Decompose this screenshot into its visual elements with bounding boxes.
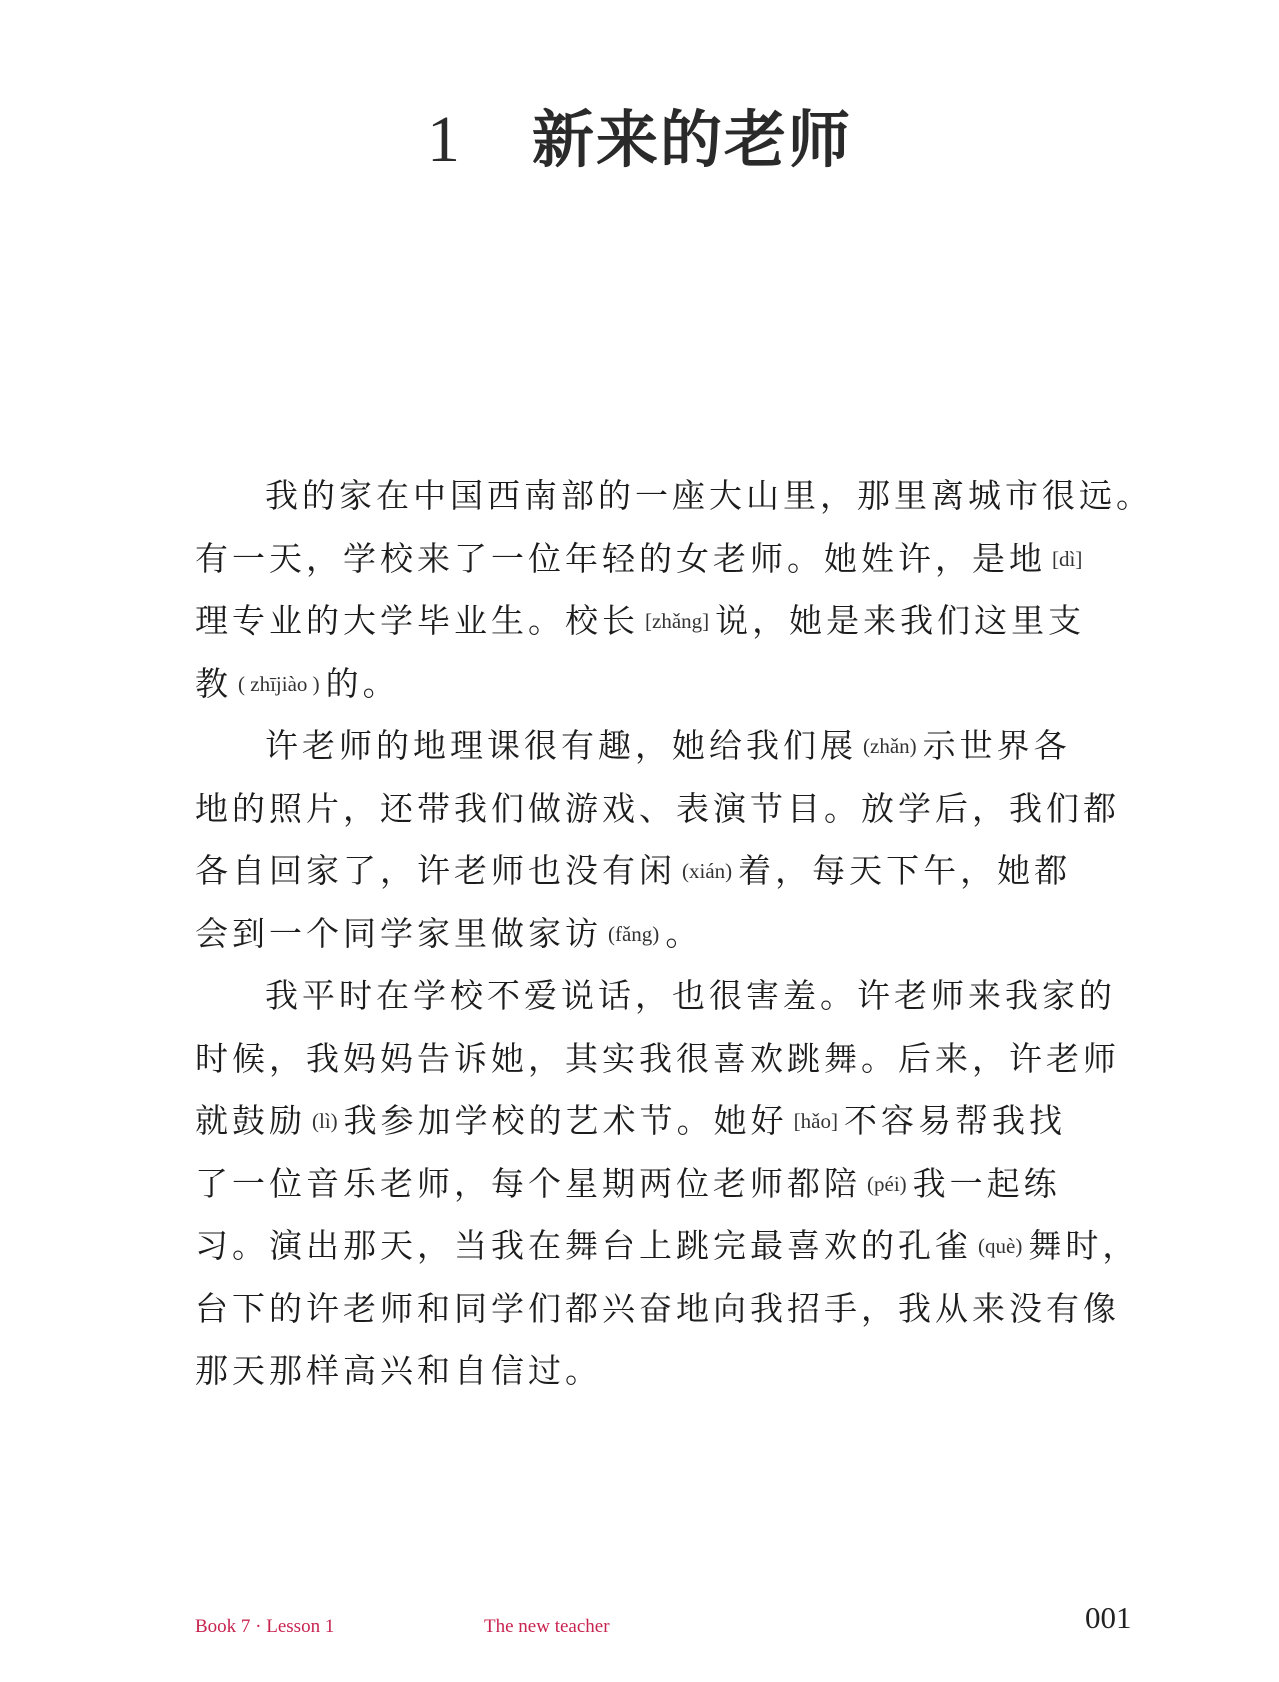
pinyin-annotation: (lì) — [312, 1109, 338, 1133]
text-segment: 台下的许老师和同学们都兴奋地向我招手，我从来没有像 — [195, 1288, 1120, 1328]
lesson-title — [0, 90, 1279, 179]
paragraph — [195, 715, 1145, 965]
footer-lesson-title: The new teacher — [484, 1616, 610, 1637]
text-segment: 我平时在学校不爱说话，也很害羞。许老师来我家的 — [265, 976, 1116, 1015]
paragraph — [195, 465, 1153, 715]
lesson-title-text: 新来的老师 — [531, 103, 852, 176]
text-segment: 舞时， — [1028, 1226, 1140, 1265]
text-line — [195, 465, 1153, 528]
pinyin-annotation: (péi) — [867, 1171, 907, 1196]
text-segment: 许老师的地理课很有趣，她给我们展 — [265, 726, 857, 765]
text-segment: 不容易帮我找 — [843, 1101, 1066, 1140]
text-segment: 我的家在中国西南部的一座大山里，那里离城市很远。 — [265, 476, 1153, 515]
text-line — [195, 840, 1145, 903]
text-line — [195, 778, 1145, 841]
pinyin-annotation: [hǎo] — [793, 1109, 838, 1133]
text-segment: 示世界各 — [922, 726, 1071, 765]
pinyin-annotation: (zhǎn) — [863, 734, 917, 758]
text-segment: 有一天，学校来了一位年轻的女老师。她姓许，是地 — [195, 538, 1046, 578]
text-segment: 习。演出那天，当我在舞台上跳完最喜欢的孔雀 — [195, 1226, 972, 1265]
lesson-number: 1 — [426, 103, 462, 176]
text-line — [195, 1215, 1145, 1278]
pinyin-annotation: ( zhījiào ) — [238, 671, 320, 696]
text-segment: 的。 — [325, 663, 400, 703]
paragraph — [195, 965, 1145, 1403]
pinyin-annotation: [dì] — [1052, 546, 1083, 571]
text-line — [195, 528, 1145, 591]
text-segment: 时候，我妈妈告诉她，其实我很喜欢跳舞。后来，许老师 — [195, 1038, 1120, 1078]
pinyin-annotation: (xián) — [682, 859, 733, 883]
text-line — [195, 590, 1145, 653]
pinyin-annotation: (fǎng) — [608, 921, 660, 946]
lesson-body — [195, 465, 1153, 1403]
text-segment: 了一位音乐老师，每个星期两位老师都陪 — [195, 1163, 861, 1203]
text-segment: 。 — [665, 913, 703, 953]
text-segment: 我一起练 — [912, 1163, 1061, 1203]
text-line — [195, 1028, 1145, 1091]
text-segment: 那天那样高兴和自信过。 — [195, 1351, 602, 1390]
text-segment: 我参加学校的艺术节。她好 — [343, 1101, 788, 1140]
text-segment: 教 — [195, 663, 232, 703]
text-segment: 理专业的大学毕业生。校长 — [195, 601, 639, 640]
text-segment: 地的照片，还带我们做游戏、表演节目。放学后，我们都 — [195, 788, 1120, 828]
text-line — [195, 1278, 1145, 1341]
pinyin-annotation: [zhǎng] — [645, 609, 710, 633]
text-segment: 说，她是来我们这里支 — [715, 601, 1086, 640]
text-segment: 各自回家了，许老师也没有闲 — [195, 851, 676, 890]
text-line — [195, 1340, 1145, 1403]
text-line — [195, 1090, 1145, 1153]
text-line — [195, 653, 1145, 716]
text-line — [195, 903, 1145, 966]
footer-book-lesson: Book 7 · Lesson 1 — [195, 1616, 335, 1637]
pinyin-annotation: (què) — [978, 1234, 1023, 1258]
text-line — [195, 1153, 1145, 1216]
page-number: 001 — [1085, 1600, 1132, 1635]
text-segment: 就鼓励 — [195, 1101, 306, 1140]
text-segment: 会到一个同学家里做家访 — [195, 913, 602, 953]
text-line — [195, 965, 1145, 1028]
text-segment: 着，每天下午，她都 — [738, 851, 1072, 890]
text-line — [195, 715, 1145, 778]
